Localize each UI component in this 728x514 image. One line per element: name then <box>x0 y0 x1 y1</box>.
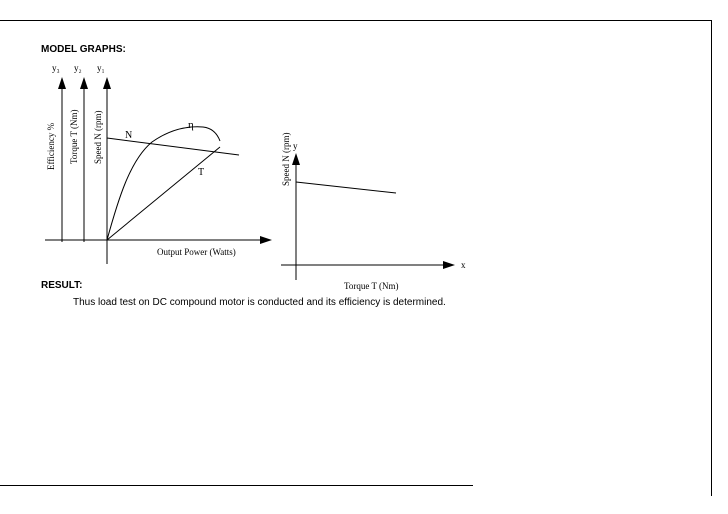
speed-curve-label: N <box>125 130 133 141</box>
y1-axis-label: y₁ <box>97 63 105 73</box>
g2-y-axis-name: y <box>293 141 298 151</box>
g2-speed-axis-title: Speed N (rpm) <box>281 132 291 186</box>
efficiency-curve-label: η <box>188 119 194 131</box>
y2-arrow <box>80 77 88 89</box>
output-power-arrow <box>260 236 272 244</box>
torque-curve-label: T <box>198 167 205 178</box>
torque-axis-title: Torque T (Nm) <box>69 109 79 164</box>
efficiency-curve <box>107 127 220 240</box>
efficiency-axis-title: Efficiency % <box>46 122 56 170</box>
g2-speed-torque-line <box>296 182 396 193</box>
output-power-axis-title: Output Power (Watts) <box>157 247 236 257</box>
model-graphs-heading: MODEL GRAPHS: <box>41 44 126 55</box>
result-text: Thus load test on DC compound motor is conducted and its efficiency is determined. <box>73 297 446 308</box>
g2-speed-arrow <box>292 153 300 165</box>
footer-rule <box>0 485 473 486</box>
g2-torque-arrow <box>443 261 455 269</box>
g2-x-axis-name: x <box>461 260 466 270</box>
g2-torque-axis-title: Torque T (Nm) <box>344 281 399 291</box>
y3-axis-label: y₃ <box>52 63 60 73</box>
torque-curve <box>107 147 220 240</box>
y3-arrow <box>58 77 66 89</box>
y1-arrow <box>103 77 111 89</box>
speed-axis-title: Speed N (rpm) <box>93 110 103 164</box>
y2-axis-label: y₂ <box>74 63 82 73</box>
result-heading: RESULT: <box>41 280 83 291</box>
